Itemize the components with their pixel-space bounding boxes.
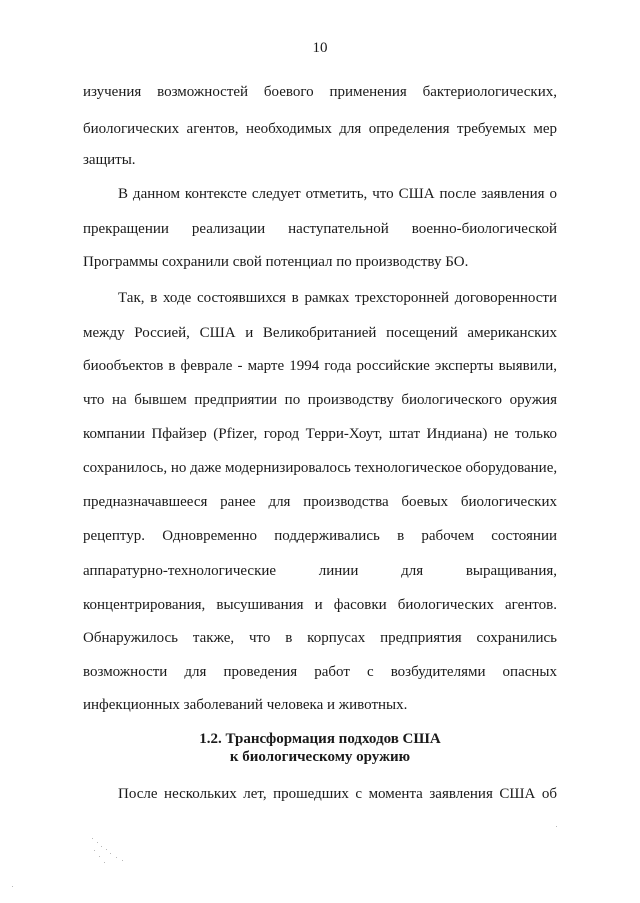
text-line: сохранилось, но даже модернизировалось технологическое оборудование,	[83, 460, 558, 476]
section-heading-line-1: 1.2. Трансформация подходов США	[199, 731, 441, 747]
text-line: Обнаружилось также, что в корпусах предприятия сохранились	[83, 630, 557, 646]
text-line: Так, в ходе состоявшихся в рамках трехсторонней договоренности	[118, 290, 557, 306]
text-line: что на бывшем предприятии по производству биологического оружия	[83, 392, 557, 408]
text-line: После нескольких лет, прошедших с момента заявления США об	[118, 786, 557, 802]
text-line: рецептур. Одновременно поддерживались в рабочем состоянии	[83, 528, 557, 544]
text-line: защиты.	[83, 152, 136, 168]
text-line: биообъектов в феврале - марте 1994 года российские эксперты выявили,	[83, 358, 557, 374]
text-line: концентрирования, высушивания и фасовки биологических агентов.	[83, 597, 557, 613]
text-line: аппаратурно-технологические линии для выращивания,	[83, 563, 557, 579]
text-line: предназначавшееся ранее для производства боевых биологических	[83, 494, 557, 510]
text-line: прекращении реализации наступательной военно-биологической	[83, 221, 557, 237]
text-line: В данном контексте следует отметить, что США после заявления о	[118, 186, 557, 202]
text-line: между Россией, США и Великобританией посещений американских	[83, 325, 557, 341]
page-number: 10	[312, 40, 328, 56]
text-line: возможности для проведения работ с возбудителями опасных	[83, 664, 557, 680]
text-line: компании Пфайзер (Pfizer, город Терри-Хоут, штат Индиана) не только	[83, 426, 557, 442]
text-line: изучения возможностей боевого применения бактериологических,	[83, 84, 557, 100]
text-line: Программы сохранили свой потенциал по производству БО.	[83, 254, 469, 270]
text-line: инфекционных заболеваний человека и животных.	[83, 697, 408, 713]
text-line: биологических агентов, необходимых для определения требуемых мер	[83, 121, 557, 137]
section-heading-line-2: к биологическому оружию	[229, 749, 411, 765]
